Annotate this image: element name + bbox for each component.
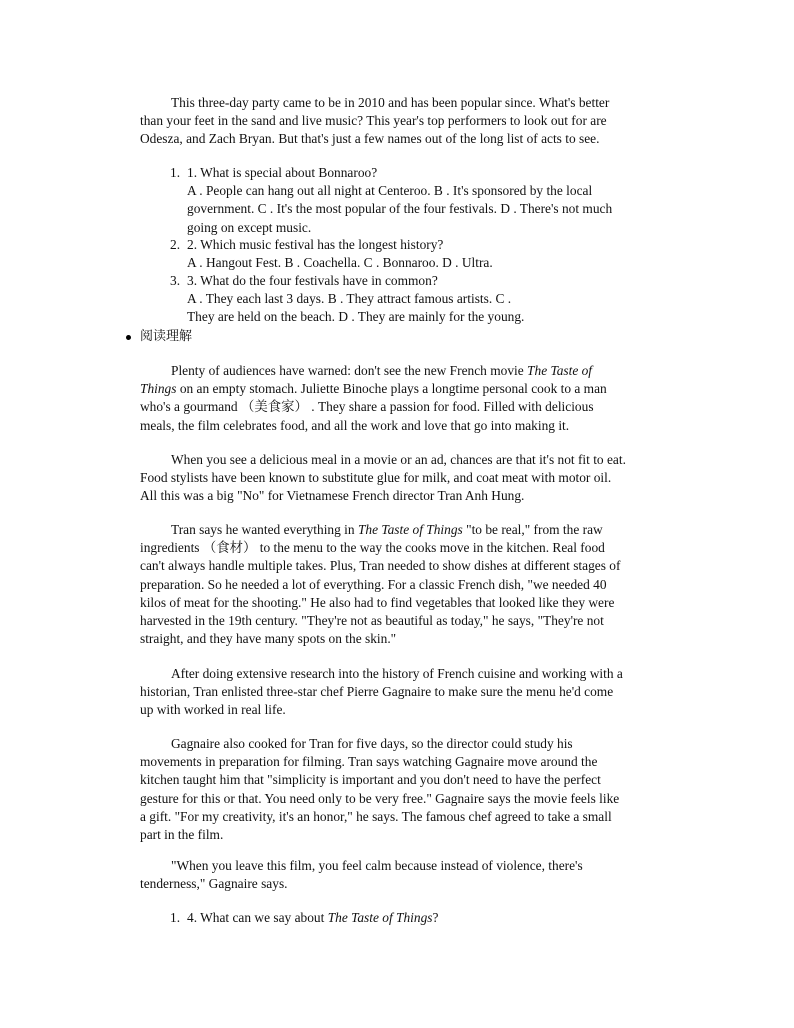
movie-title: The Taste of Things — [357, 522, 463, 537]
question-2 — [140, 236, 700, 272]
question-text: 3. What do the four festivals have in common? — [187, 273, 438, 288]
text-line: straight, and they have many spots on the skin." — [140, 631, 397, 647]
option-line: going on except music. — [187, 219, 312, 235]
option-line: government. C . It's the most popular of the four festivals. D . There's not much — [187, 201, 613, 217]
option-line: They are held on the beach. D . They are mainly for the young. — [187, 309, 525, 325]
text-line: than your feet in the sand and live music? This year's top performers to look out for are — [140, 113, 607, 129]
text-line: preparation. So he needed a lot of everything. For a classic French dish, "we needed 40 — [140, 576, 607, 592]
section-heading-label: 阅读理解 — [140, 329, 193, 344]
question-number: 1. — [170, 910, 181, 925]
text-line: harvested in the 19th century. "They're not as beautiful as today," he says, "They're not — [140, 613, 604, 629]
option-line: A . They each last 3 days. B . They attract famous artists. C . — [187, 291, 512, 307]
option-line: A . People can hang out all night at Centeroo. B . It's sponsored by the local — [187, 183, 593, 199]
question-text — [187, 909, 682, 927]
text-line: meals, the film celebrates food, and all the work and love that go into making it. — [140, 417, 570, 433]
text-line: historian, Tran enlisted three-star chef Pierre Gagnaire to make sure the menu he'd come — [140, 684, 614, 700]
text-line: "When you leave this film, you feel calm because instead of violence, there's — [171, 858, 583, 873]
text-span: ? — [432, 910, 439, 925]
question-text: 1. What is special about Bonnaroo? — [187, 165, 378, 180]
text-line: kitchen taught him that "simplicity is important and you don't need to have the perfect — [140, 772, 601, 788]
article-paragraph-3 — [140, 521, 700, 648]
text-line: up with worked in real life. — [140, 702, 286, 718]
text-span: on an empty stomach. Juliette Binoche plays a longtime personal cook to a man — [176, 381, 607, 397]
article-paragraph-5 — [140, 735, 700, 844]
article-paragraph-6 — [140, 857, 700, 893]
question-number: 3. — [170, 273, 181, 288]
movie-title: Things — [140, 381, 177, 397]
question-options — [187, 182, 682, 237]
question-3 — [140, 272, 700, 327]
text-line: ingredients （食材） to the menu to the way the cooks move in the kitchen. Real food — [140, 540, 605, 556]
text-line: movements in preparation for filming. Tran says watching Gagnaire move around the — [140, 754, 598, 770]
text-line: When you see a delicious meal in a movie or an ad, chances are that it's not fit to eat. — [171, 452, 626, 467]
article-paragraph-2 — [140, 451, 700, 506]
text-line: gesture for this or that. You need only to be very free." Gagnaire says the movie feels like — [140, 790, 620, 806]
text-line: a gift. "For my creativity, it's an honor," he says. The famous chef agreed to take a small — [140, 808, 612, 824]
text-line: who's a gourmand （美食家） . They share a passion for food. Filled with delicious — [140, 399, 594, 415]
text-span: Tran says he wanted everything in — [171, 522, 358, 537]
intro-paragraph — [140, 94, 700, 149]
text-line: can't always handle multiple takes. Plus, Tran needed to show dishes at different stages of — [140, 558, 621, 574]
question-number: 2. — [170, 237, 181, 252]
text-span: 4. What can we say about — [187, 910, 328, 925]
text-line: Odesza, and Zach Bryan. But that's just a few names out of the long list of acts to see. — [140, 131, 600, 147]
option-line: A . Hangout Fest. B . Coachella. C . Bonnaroo. D . Ultra. — [187, 255, 493, 271]
text-line: tenderness," Gagnaire says. — [140, 876, 288, 892]
text-span: "to be real," from the raw — [462, 522, 603, 537]
text-line: Food stylists have been known to substitute glue for milk, and coat meat with motor oil. — [140, 470, 612, 486]
text-line: kilos of meat for the shooting." He also had to find vegetables that looked like they were — [140, 594, 615, 610]
text-line: This three-day party came to be in 2010 and has been popular since. What's better — [171, 95, 610, 110]
bullet-icon — [126, 335, 131, 340]
text-line — [140, 362, 700, 380]
text-line: Gagnaire also cooked for Tran for five days, so the director could study his — [171, 736, 573, 751]
text-line — [140, 380, 700, 398]
question-options — [187, 290, 682, 326]
text-line: part in the film. — [140, 827, 224, 843]
question-1 — [140, 164, 700, 237]
question-text: 2. Which music festival has the longest history? — [187, 237, 444, 252]
movie-title: The Taste of — [527, 363, 593, 378]
question-options — [187, 254, 682, 272]
article-paragraph-4 — [140, 665, 700, 720]
text-span: Plenty of audiences have warned: don't see the new French movie — [171, 363, 528, 378]
question-number: 1. — [170, 165, 181, 180]
question-4 — [140, 909, 700, 927]
text-line — [140, 521, 700, 539]
movie-title: The Taste of Things — [327, 910, 433, 925]
text-line: After doing extensive research into the history of French cuisine and working with a — [171, 666, 623, 681]
article-paragraph-1 — [140, 362, 700, 435]
text-line: All this was a big "No" for Vietnamese French director Tran Anh Hung. — [140, 488, 525, 504]
